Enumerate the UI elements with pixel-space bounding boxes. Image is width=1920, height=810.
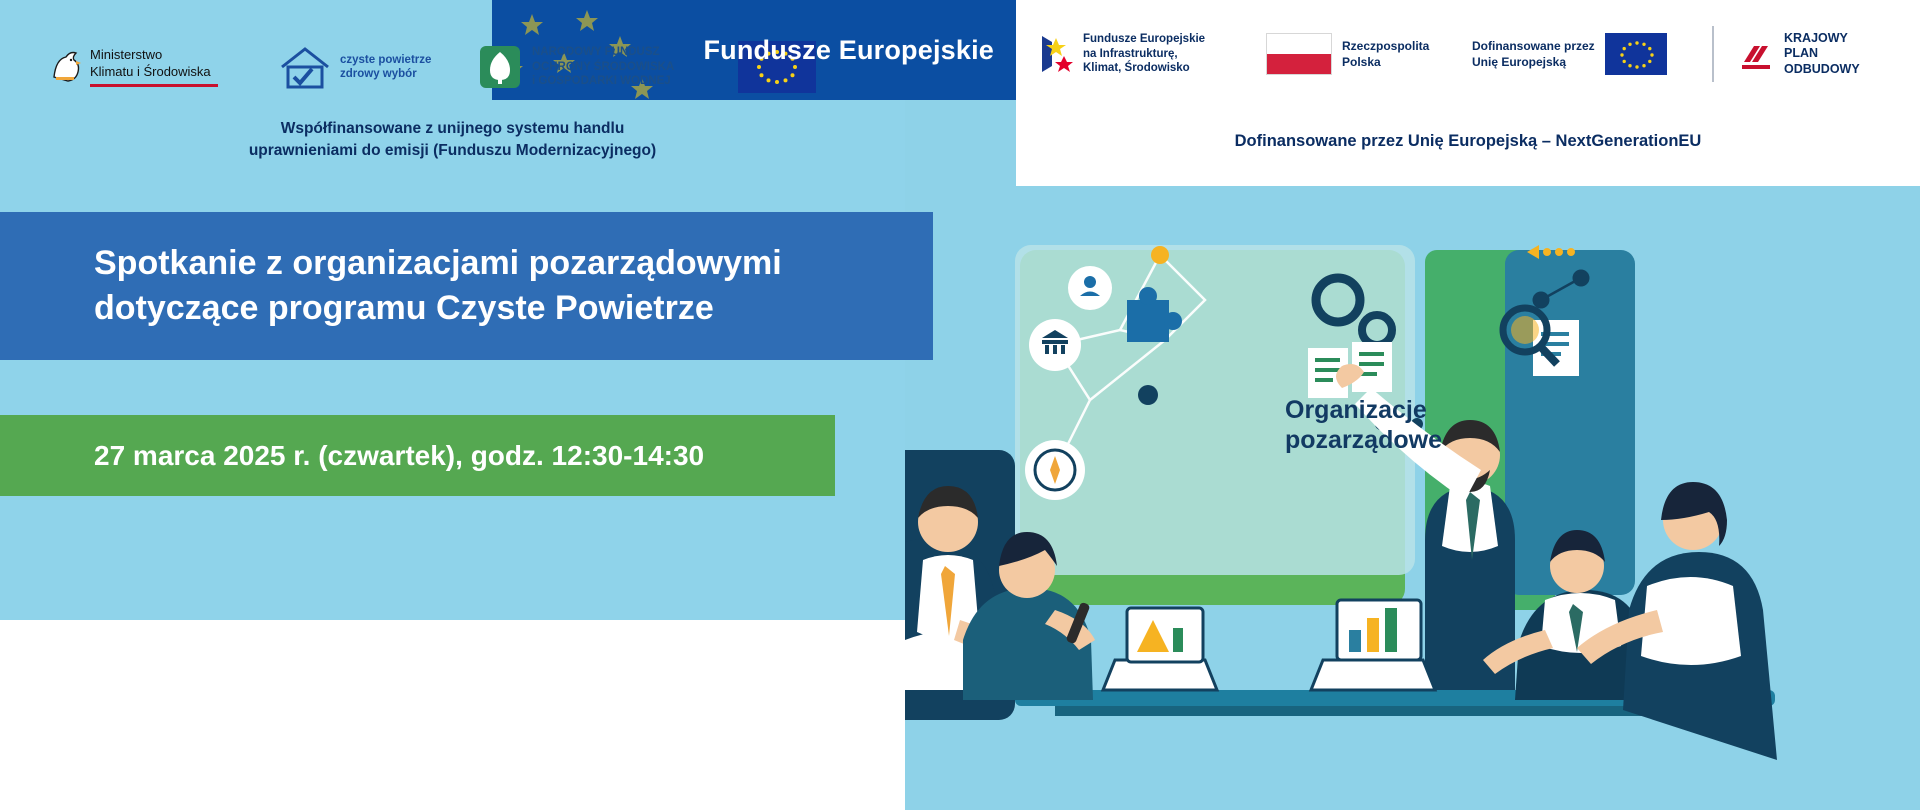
- cofinancing-note: [0, 118, 905, 163]
- polish-eagle-icon: [48, 47, 82, 87]
- logo-czyste-powietrze: [278, 45, 478, 89]
- feniks-line-1: Fundusze Europejskie: [1083, 32, 1206, 45]
- illustration-label-line-2: pozarządowe: [1285, 426, 1442, 454]
- illustration-label-line-1: Organizacje: [1285, 396, 1427, 424]
- kpo-line-1: KRAJOWY: [1784, 30, 1848, 45]
- feniks-line-3: Klimat, Środowisko: [1083, 62, 1190, 75]
- illustration-label: [1285, 395, 1495, 455]
- feniks-line-2: na Infrastrukturę,: [1083, 47, 1178, 60]
- logo-nfosigw: [478, 44, 738, 90]
- page-title: Spotkanie z organizacjami pozarządowymi dotyczące programu Czyste Powietrze: [94, 244, 782, 327]
- kpo-line-2: PLAN: [1784, 46, 1819, 61]
- event-date-box: [0, 415, 835, 496]
- rp-line-2: Polska: [1342, 55, 1381, 69]
- nfosigw-line-1: NARODOWY FUNDUSZ: [532, 45, 660, 58]
- event-date: 27 marca 2025 r. (czwartek), godz. 12:30-14:30: [94, 439, 705, 471]
- czyste-powietrze-text: [340, 53, 431, 82]
- eu-line-2: Unię Europejską: [1472, 55, 1567, 69]
- nfosigw-text: [532, 45, 674, 90]
- nfosigw-line-3: i GOSPODARKI WODNEJ: [532, 75, 671, 88]
- czyste-line-1: czyste powietrze: [340, 53, 432, 66]
- eu-line-1: Dofinansowane przez: [1472, 38, 1595, 53]
- cofinancing-line-2: uprawnieniami do emisji (Funduszu Modernizacyjnego): [248, 142, 657, 160]
- ministry-red-rule: [90, 84, 218, 87]
- fe-bar-label: Fundusze Europejskie: [703, 34, 994, 65]
- event-title-box: [0, 212, 933, 360]
- ministry-text: [90, 47, 218, 87]
- house-icon: [278, 45, 332, 89]
- rp-line-1: Rzeczpospolita: [1342, 38, 1430, 53]
- ministry-line-1: Ministerstwo: [90, 47, 163, 63]
- czyste-line-2: zdrowy wybór: [340, 68, 417, 80]
- funding-statement: Dofinansowane przez Unię Europejską – NextGenerationEU: [1234, 132, 1702, 150]
- nfosigw-line-2: OCHRONY ŚRODOWISKA: [532, 60, 675, 73]
- logo-ministerstwo-klimatu: [48, 47, 278, 87]
- ministry-line-2: Klimatu i Środowiska: [90, 63, 211, 79]
- kpo-line-3: ODBUDOWY: [1784, 61, 1860, 76]
- cofinancing-line-1: Współfinansowane z unijnego systemu handlu: [280, 120, 625, 137]
- bottom-logo-panel: [0, 620, 905, 810]
- nfosigw-tree-icon: [478, 44, 522, 90]
